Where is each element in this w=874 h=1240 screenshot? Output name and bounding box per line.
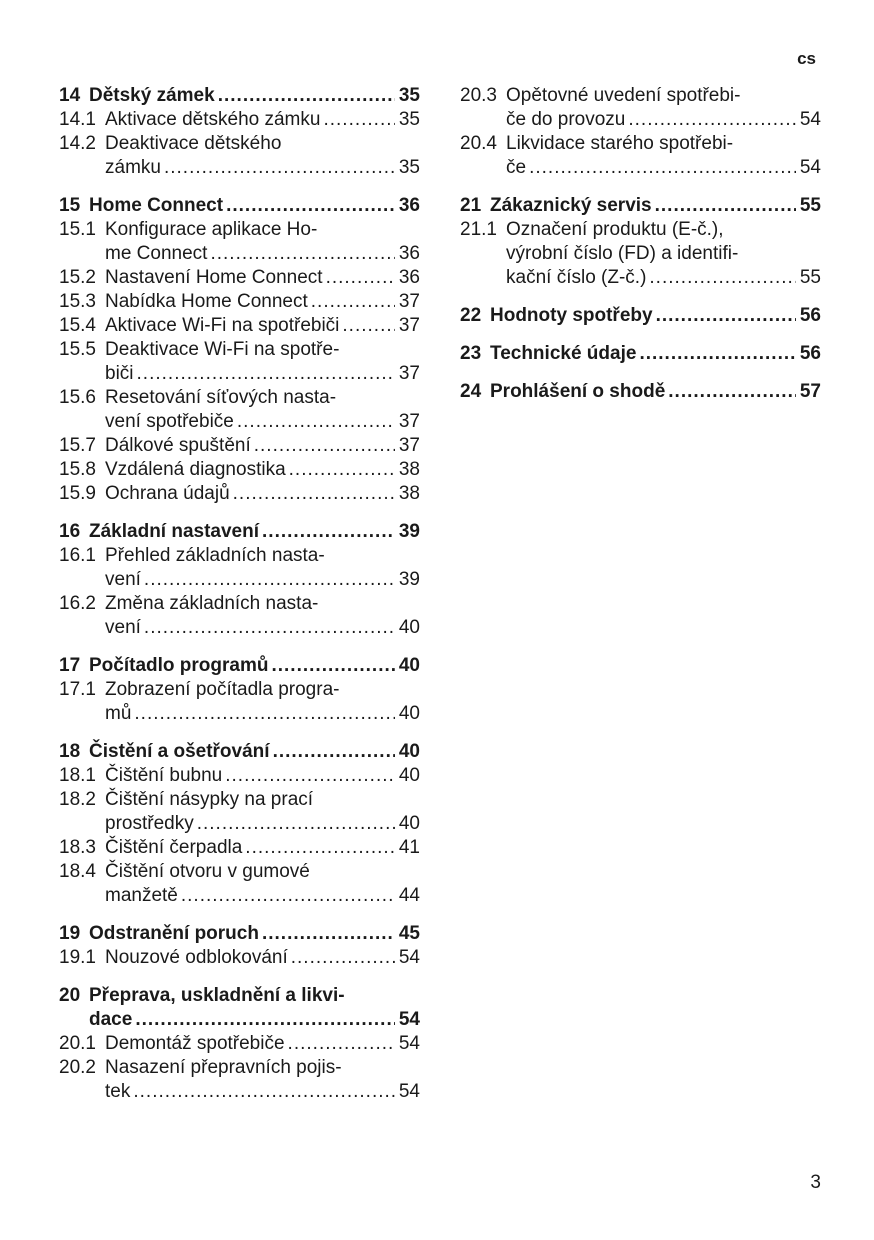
entry-title: Opětovné uvedení spotřebi- <box>506 85 741 106</box>
toc-line <box>59 338 420 362</box>
toc-line <box>59 194 420 218</box>
entry-title: vení spotřebiče <box>105 411 234 432</box>
toc-line <box>59 482 420 506</box>
entry-number: 15.8 <box>59 459 96 480</box>
page-reference: 35 <box>398 157 420 178</box>
toc-line <box>59 678 420 702</box>
toc-section-heading[interactable] <box>59 984 420 1032</box>
page-reference: 40 <box>398 813 420 834</box>
dot-leader <box>289 458 395 482</box>
toc-line <box>59 1080 420 1104</box>
toc-section <box>460 84 821 180</box>
page-reference: 54 <box>398 1009 420 1030</box>
entry-number: 15.5 <box>59 339 96 360</box>
dot-leader <box>326 266 395 290</box>
page-reference: 54 <box>799 109 821 130</box>
page-number: 3 <box>810 1172 821 1193</box>
toc-entry[interactable] <box>59 592 420 640</box>
page-reference: 37 <box>398 291 420 312</box>
dot-leader <box>288 1032 395 1056</box>
entry-title: Nouzové odblokování <box>105 947 288 968</box>
entry-number: 15.9 <box>59 483 96 504</box>
toc-section-heading[interactable] <box>460 304 821 328</box>
page-reference: 38 <box>398 459 420 480</box>
toc-entry[interactable] <box>59 836 420 860</box>
toc-section-heading[interactable] <box>59 194 420 218</box>
entry-number: 16.1 <box>59 545 96 566</box>
toc-entry[interactable] <box>59 860 420 908</box>
entry-title: zámku <box>105 157 161 178</box>
entry-title: Přeprava, uskladnění a likvi- <box>89 985 345 1006</box>
toc-line <box>59 946 420 970</box>
page-reference: 54 <box>398 1033 420 1054</box>
entry-title: Technické údaje <box>490 343 637 364</box>
page-reference: 40 <box>398 655 420 676</box>
toc-section <box>59 740 420 908</box>
dot-leader <box>237 410 395 434</box>
toc-line <box>59 836 420 860</box>
toc-entry[interactable] <box>59 482 420 506</box>
entry-title: Nastavení Home Connect <box>105 267 323 288</box>
dot-leader <box>262 520 395 544</box>
toc-line <box>59 764 420 788</box>
toc-entry[interactable] <box>59 386 420 434</box>
toc-line <box>59 1056 420 1080</box>
toc-entry[interactable] <box>59 266 420 290</box>
dot-leader <box>225 764 395 788</box>
dot-leader <box>144 568 395 592</box>
dot-leader <box>134 702 395 726</box>
toc-line <box>460 242 821 266</box>
dot-leader <box>137 362 395 386</box>
toc-line <box>59 410 420 434</box>
dot-leader <box>639 342 796 366</box>
page-reference: 35 <box>398 85 420 106</box>
entry-number: 20 <box>59 985 81 1006</box>
entry-number: 16 <box>59 521 81 542</box>
toc-line <box>59 568 420 592</box>
toc-entry[interactable] <box>59 132 420 180</box>
entry-title: vení <box>105 617 141 638</box>
toc-line <box>460 108 821 132</box>
entry-number: 20.4 <box>460 133 497 154</box>
entry-title: Základní nastavení <box>89 521 260 542</box>
dot-leader <box>656 304 796 328</box>
entry-number: 15.7 <box>59 435 96 456</box>
entry-number: 18.2 <box>59 789 96 810</box>
toc-entry[interactable] <box>59 544 420 592</box>
page-reference: 54 <box>799 157 821 178</box>
dot-leader <box>226 194 395 218</box>
entry-title: dace <box>89 1009 133 1030</box>
entry-number: 21.1 <box>460 219 497 240</box>
entry-title: Označení produktu (E-č.), <box>506 219 724 240</box>
language-code: cs <box>797 49 816 68</box>
entry-number: 14.2 <box>59 133 96 154</box>
entry-number: 21 <box>460 195 482 216</box>
toc-section-heading[interactable] <box>59 740 420 764</box>
toc-line <box>59 740 420 764</box>
toc-line <box>59 108 420 132</box>
entry-title: Změna základních nasta- <box>105 593 319 614</box>
page-reference: 41 <box>398 837 420 858</box>
dot-leader <box>271 654 395 678</box>
dot-leader <box>342 314 395 338</box>
toc-entry[interactable] <box>460 84 821 132</box>
entry-title: výrobní číslo (FD) a identifi- <box>506 243 739 264</box>
toc-section <box>59 520 420 640</box>
toc-line <box>59 290 420 314</box>
toc-section-heading[interactable] <box>460 194 821 218</box>
dot-leader <box>649 266 796 290</box>
dot-leader <box>218 84 395 108</box>
page-reference: 38 <box>398 483 420 504</box>
entry-number: 23 <box>460 343 482 364</box>
entry-number: 20.1 <box>59 1033 96 1054</box>
entry-title: biči <box>105 363 134 384</box>
toc-line <box>59 242 420 266</box>
entry-title: Počítadlo programů <box>89 655 269 676</box>
toc-section <box>59 84 420 180</box>
toc-entry[interactable] <box>59 1032 420 1056</box>
dot-leader <box>655 194 796 218</box>
entry-title: manžetě <box>105 885 178 906</box>
toc-section <box>59 194 420 506</box>
toc-line <box>59 654 420 678</box>
dot-leader <box>197 812 395 836</box>
toc-section <box>59 922 420 970</box>
toc-line <box>59 362 420 386</box>
page-reference: 39 <box>398 569 420 590</box>
toc-line <box>59 922 420 946</box>
toc-line <box>59 84 420 108</box>
entry-title: prostředky <box>105 813 194 834</box>
toc-line <box>59 860 420 884</box>
entry-number: 15.2 <box>59 267 96 288</box>
entry-title: Odstranění poruch <box>89 923 259 944</box>
entry-title: Hodnoty spotřeby <box>490 305 653 326</box>
toc-line <box>460 156 821 180</box>
toc-line <box>460 304 821 328</box>
toc-line <box>460 132 821 156</box>
entry-title: Čistění a ošetřování <box>89 741 270 762</box>
toc-section-heading[interactable] <box>59 84 420 108</box>
toc-entry[interactable] <box>59 764 420 788</box>
page-reference: 37 <box>398 315 420 336</box>
toc-entry[interactable] <box>59 678 420 726</box>
toc-line <box>59 156 420 180</box>
toc-entry[interactable] <box>59 1056 420 1104</box>
toc-line <box>59 702 420 726</box>
toc-section <box>59 984 420 1104</box>
toc-line <box>59 218 420 242</box>
toc-entry[interactable] <box>59 788 420 836</box>
dot-leader <box>164 156 395 180</box>
entry-title: Přehled základních nasta- <box>105 545 325 566</box>
toc-entry[interactable] <box>59 946 420 970</box>
entry-title: Zákaznický servis <box>490 195 652 216</box>
toc-entry[interactable] <box>460 218 821 290</box>
page-reference: 57 <box>799 381 821 402</box>
toc-line <box>59 812 420 836</box>
entry-title: Čištění bubnu <box>105 765 223 786</box>
entry-title: Čištění otvoru v gumové <box>105 861 310 882</box>
entry-title: Konfigurace aplikace Ho- <box>105 219 318 240</box>
entry-number: 19 <box>59 923 81 944</box>
entry-number: 15.3 <box>59 291 96 312</box>
toc-section-heading[interactable] <box>59 654 420 678</box>
entry-title: mů <box>105 703 132 724</box>
entry-title: Dětský zámek <box>89 85 215 106</box>
page-reference: 37 <box>398 435 420 456</box>
toc-section <box>460 194 821 290</box>
page-reference: 55 <box>799 267 821 288</box>
toc-entry[interactable] <box>59 290 420 314</box>
toc-line <box>59 544 420 568</box>
toc-line <box>460 342 821 366</box>
toc-entry[interactable] <box>59 458 420 482</box>
entry-title: Deaktivace Wi-Fi na spotře- <box>105 339 340 360</box>
dot-leader <box>210 242 395 266</box>
page-reference: 56 <box>799 305 821 326</box>
page-reference: 40 <box>398 703 420 724</box>
entry-number: 18.3 <box>59 837 96 858</box>
entry-number: 20.3 <box>460 85 497 106</box>
dot-leader <box>311 290 395 314</box>
toc-section-heading[interactable] <box>59 520 420 544</box>
page-reference: 37 <box>398 411 420 432</box>
page-reference: 37 <box>398 363 420 384</box>
toc-section <box>460 380 821 404</box>
entry-title: Prohlášení o shodě <box>490 381 666 402</box>
toc-entry[interactable] <box>59 108 420 132</box>
toc-line <box>460 380 821 404</box>
toc-entry[interactable] <box>460 132 821 180</box>
dot-leader <box>273 740 395 764</box>
toc-entry[interactable] <box>59 314 420 338</box>
toc-line <box>59 592 420 616</box>
entry-title: če <box>506 157 527 178</box>
page-reference: 54 <box>398 947 420 968</box>
entry-title: Home Connect <box>89 195 224 216</box>
entry-number: 20.2 <box>59 1057 96 1078</box>
entry-number: 17 <box>59 655 81 676</box>
entry-title: Čištění čerpadla <box>105 837 243 858</box>
entry-number: 15 <box>59 195 81 216</box>
entry-number: 15.1 <box>59 219 96 240</box>
entry-title: Deaktivace dětského <box>105 133 282 154</box>
toc-line <box>460 194 821 218</box>
page-reference: 35 <box>398 109 420 130</box>
toc-line <box>59 386 420 410</box>
toc-line <box>59 434 420 458</box>
dot-leader <box>628 108 796 132</box>
toc-line <box>59 616 420 640</box>
entry-title: Demontáž spotřebiče <box>105 1033 285 1054</box>
entry-number: 15.4 <box>59 315 96 336</box>
toc-line <box>59 1032 420 1056</box>
toc-line <box>59 1008 420 1032</box>
page-reference: 39 <box>398 521 420 542</box>
dot-leader <box>144 616 395 640</box>
toc-entry[interactable] <box>59 434 420 458</box>
entry-number: 14.1 <box>59 109 96 130</box>
toc-line <box>59 458 420 482</box>
entry-number: 19.1 <box>59 947 96 968</box>
entry-title: Aktivace Wi-Fi na spotřebiči <box>105 315 340 336</box>
toc-line <box>59 314 420 338</box>
page-reference: 54 <box>398 1081 420 1102</box>
entry-number: 16.2 <box>59 593 96 614</box>
toc-section <box>59 654 420 726</box>
page-reference: 40 <box>398 765 420 786</box>
toc-section <box>460 304 821 328</box>
toc-line <box>59 520 420 544</box>
toc-line <box>59 884 420 908</box>
dot-leader <box>323 108 395 132</box>
dot-leader <box>245 836 395 860</box>
page-reference: 40 <box>398 741 420 762</box>
page-reference: 36 <box>398 267 420 288</box>
toc-line <box>59 984 420 1008</box>
entry-title: kační číslo (Z-č.) <box>506 267 647 288</box>
toc-line <box>460 266 821 290</box>
entry-number: 14 <box>59 85 81 106</box>
toc-line <box>460 218 821 242</box>
toc-line <box>59 266 420 290</box>
page-reference: 36 <box>398 243 420 264</box>
page-reference: 55 <box>799 195 821 216</box>
entry-title: Vzdálená diagnostika <box>105 459 286 480</box>
entry-title: me Connect <box>105 243 208 264</box>
entry-title: Nabídka Home Connect <box>105 291 308 312</box>
toc-section-heading[interactable] <box>59 922 420 946</box>
toc-line <box>59 132 420 156</box>
entry-number: 18.1 <box>59 765 96 786</box>
toc-section <box>460 342 821 366</box>
page-reference: 56 <box>799 343 821 364</box>
entry-title: Ochrana údajů <box>105 483 230 504</box>
entry-title: Nasazení přepravních pojis- <box>105 1057 342 1078</box>
toc-section-heading[interactable] <box>460 342 821 366</box>
toc-line <box>59 788 420 812</box>
dot-leader <box>233 482 395 506</box>
entry-title: tek <box>105 1081 131 1102</box>
dot-leader <box>291 946 395 970</box>
entry-number: 22 <box>460 305 482 326</box>
entry-title: Čištění násypky na prací <box>105 789 314 810</box>
entry-title: vení <box>105 569 141 590</box>
entry-number: 15.6 <box>59 387 96 408</box>
entry-number: 18.4 <box>59 861 96 882</box>
entry-number: 17.1 <box>59 679 96 700</box>
page-reference: 44 <box>398 885 420 906</box>
toc-line <box>460 84 821 108</box>
dot-leader <box>135 1008 395 1032</box>
toc-section-heading[interactable] <box>460 380 821 404</box>
toc-column-right <box>460 84 821 418</box>
entry-title: če do provozu <box>506 109 626 130</box>
toc-entry[interactable] <box>59 338 420 386</box>
dot-leader <box>133 1080 395 1104</box>
entry-title: Zobrazení počítadla progra- <box>105 679 340 700</box>
entry-title: Aktivace dětského zámku <box>105 109 321 130</box>
page-reference: 45 <box>398 923 420 944</box>
dot-leader <box>254 434 395 458</box>
dot-leader <box>529 156 796 180</box>
entry-title: Dálkové spuštění <box>105 435 251 456</box>
dot-leader <box>181 884 395 908</box>
page-reference: 40 <box>398 617 420 638</box>
dot-leader <box>668 380 796 404</box>
page-reference: 36 <box>398 195 420 216</box>
entry-number: 24 <box>460 381 482 402</box>
dot-leader <box>262 922 395 946</box>
toc-entry[interactable] <box>59 218 420 266</box>
toc-column-left <box>59 84 420 1118</box>
entry-title: Likvidace starého spotřebi- <box>506 133 734 154</box>
entry-title: Resetování síťových nasta- <box>105 387 337 408</box>
entry-number: 18 <box>59 741 81 762</box>
